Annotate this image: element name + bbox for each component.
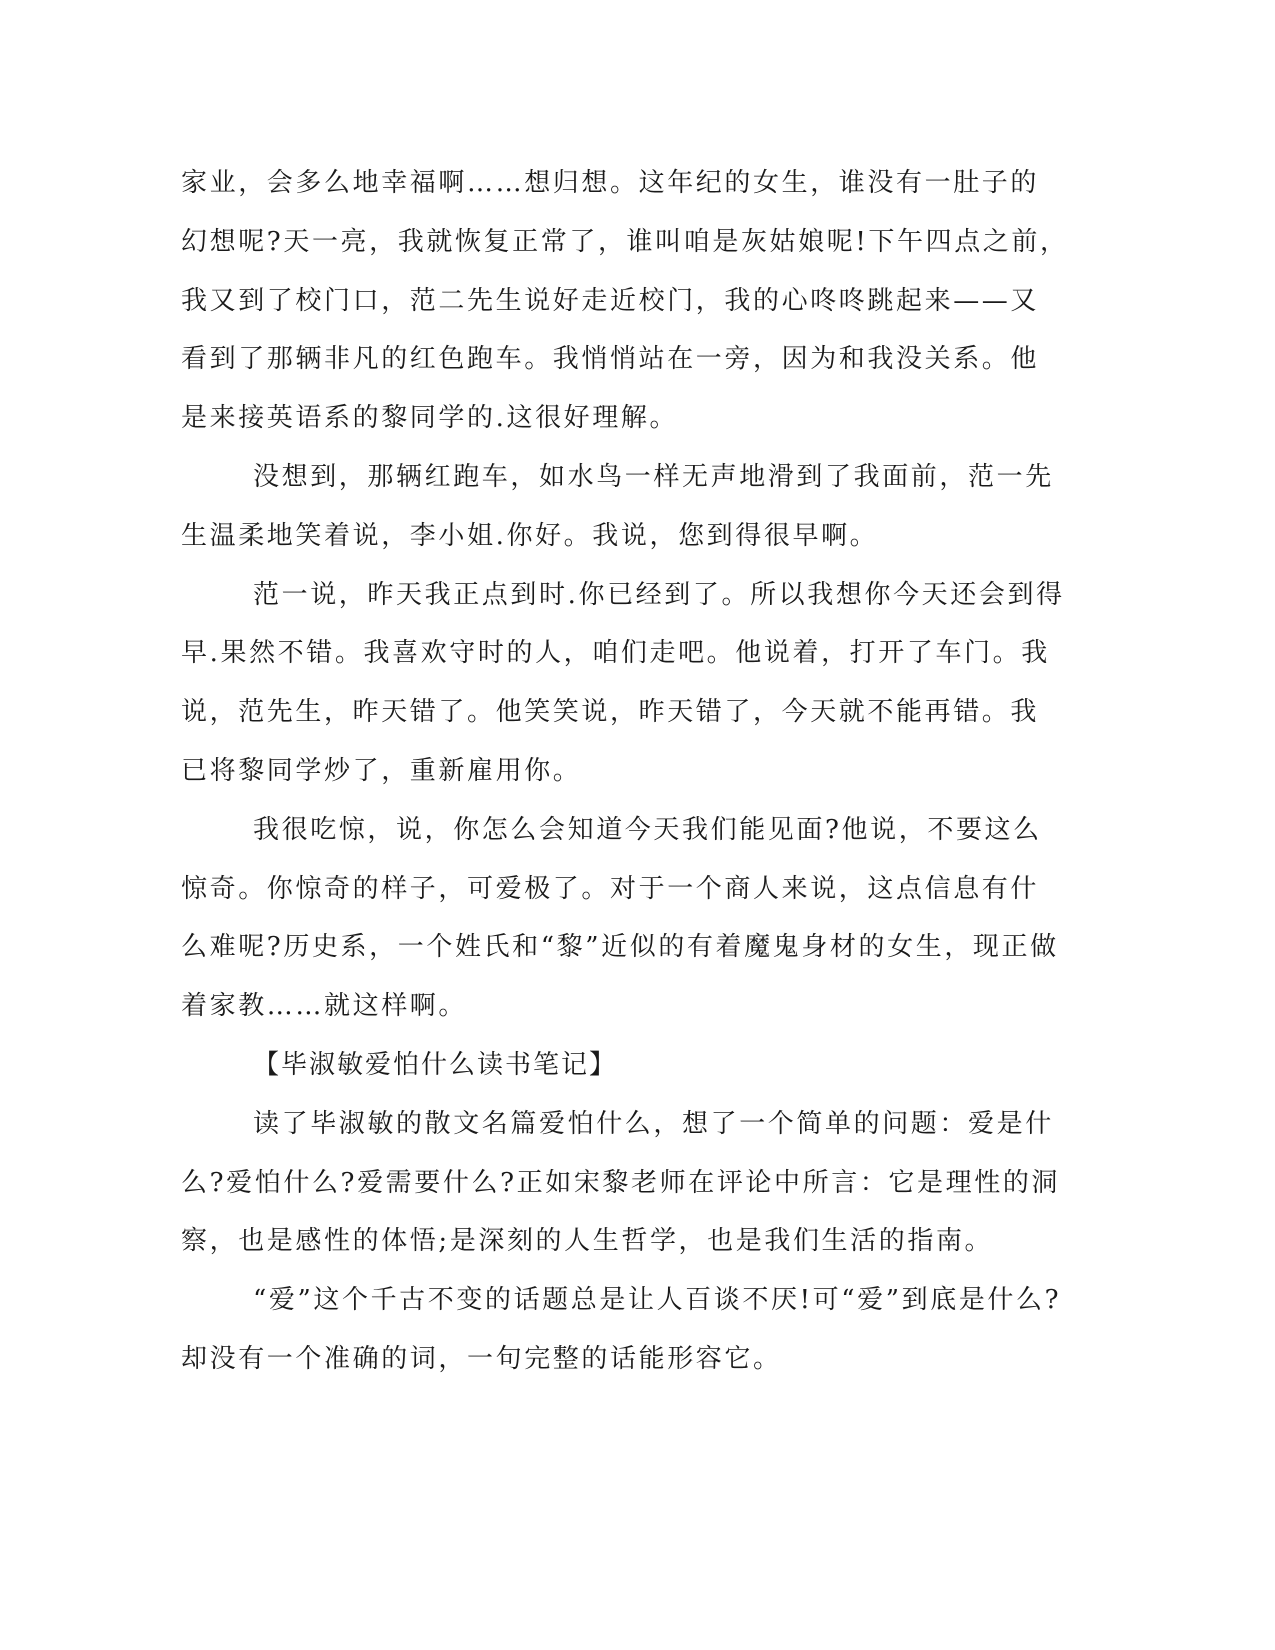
text-line: 看到了那辆非凡的红色跑车。我悄悄站在一旁，因为和我没关系。他: [181, 344, 1040, 375]
text-line: 没想到，那辆红跑车，如水鸟一样无声地滑到了我面前，范一先: [253, 461, 1054, 492]
paragraph: [181, 801, 1059, 1036]
paragraph: [181, 154, 1069, 448]
text-line: 是来接英语系的黎同学的.这很好理解。: [181, 403, 679, 434]
paragraph: [181, 448, 1054, 566]
text-line: 读了毕淑敏的散文名篇爱怕什么，想了一个简单的问题：爱是什: [253, 1108, 1054, 1139]
section-heading: [181, 1036, 1041, 1095]
text-line: 早.果然不错。我喜欢守时的人，咱们走吧。他说着，打开了车门。我: [181, 638, 1050, 669]
text-line: 么难呢?历史系，一个姓氏和“黎”近似的有着魔鬼身材的女生，现正做: [181, 932, 1059, 963]
text-line: 着家教……就这样啊。: [181, 991, 468, 1022]
document-body: [181, 154, 1069, 1389]
paragraph: [181, 566, 1065, 801]
paragraph: [181, 1095, 1061, 1271]
text-line: 幻想呢?天一亮，我就恢复正常了，谁叫咱是灰姑娘呢!下午四点之前，: [181, 226, 1069, 257]
paragraph: [181, 1271, 1062, 1389]
text-line: 已将黎同学炒了，重新雇用你。: [181, 755, 582, 786]
text-line: 察，也是感性的体悟;是深刻的人生哲学，也是我们生活的指南。: [181, 1226, 994, 1257]
text-line: 我又到了校门口，范二先生说好走近校门，我的心咚咚跳起来——又: [181, 285, 1040, 316]
text-line: 生温柔地笑着说，李小姐.你好。我说，您到得很早啊。: [181, 520, 879, 551]
text-line: 范一说，昨天我正点到时.你已经到了。所以我想你今天还会到得: [253, 579, 1065, 610]
text-line: 惊奇。你惊奇的样子，可爱极了。对于一个商人来说，这点信息有什: [181, 873, 1040, 904]
text-line: 么?爱怕什么?爱需要什么?正如宋黎老师在评论中所言：它是理性的洞: [181, 1167, 1061, 1198]
text-line: 却没有一个准确的词，一句完整的话能形容它。: [181, 1343, 782, 1374]
heading-line: 【毕淑敏爱怕什么读书笔记】: [253, 1049, 618, 1080]
text-line: “爱”这个千古不变的话题总是让人百谈不厌!可“爱”到底是什么?: [253, 1285, 1062, 1316]
text-line: 家业，会多么地幸福啊……想归想。这年纪的女生，谁没有一肚子的: [181, 168, 1040, 198]
text-line: 我很吃惊，说，你怎么会知道今天我们能见面?他说，不要这么: [253, 814, 1042, 845]
text-line: 说，范先生，昨天错了。他笑笑说，昨天错了，今天就不能再错。我: [181, 697, 1040, 728]
